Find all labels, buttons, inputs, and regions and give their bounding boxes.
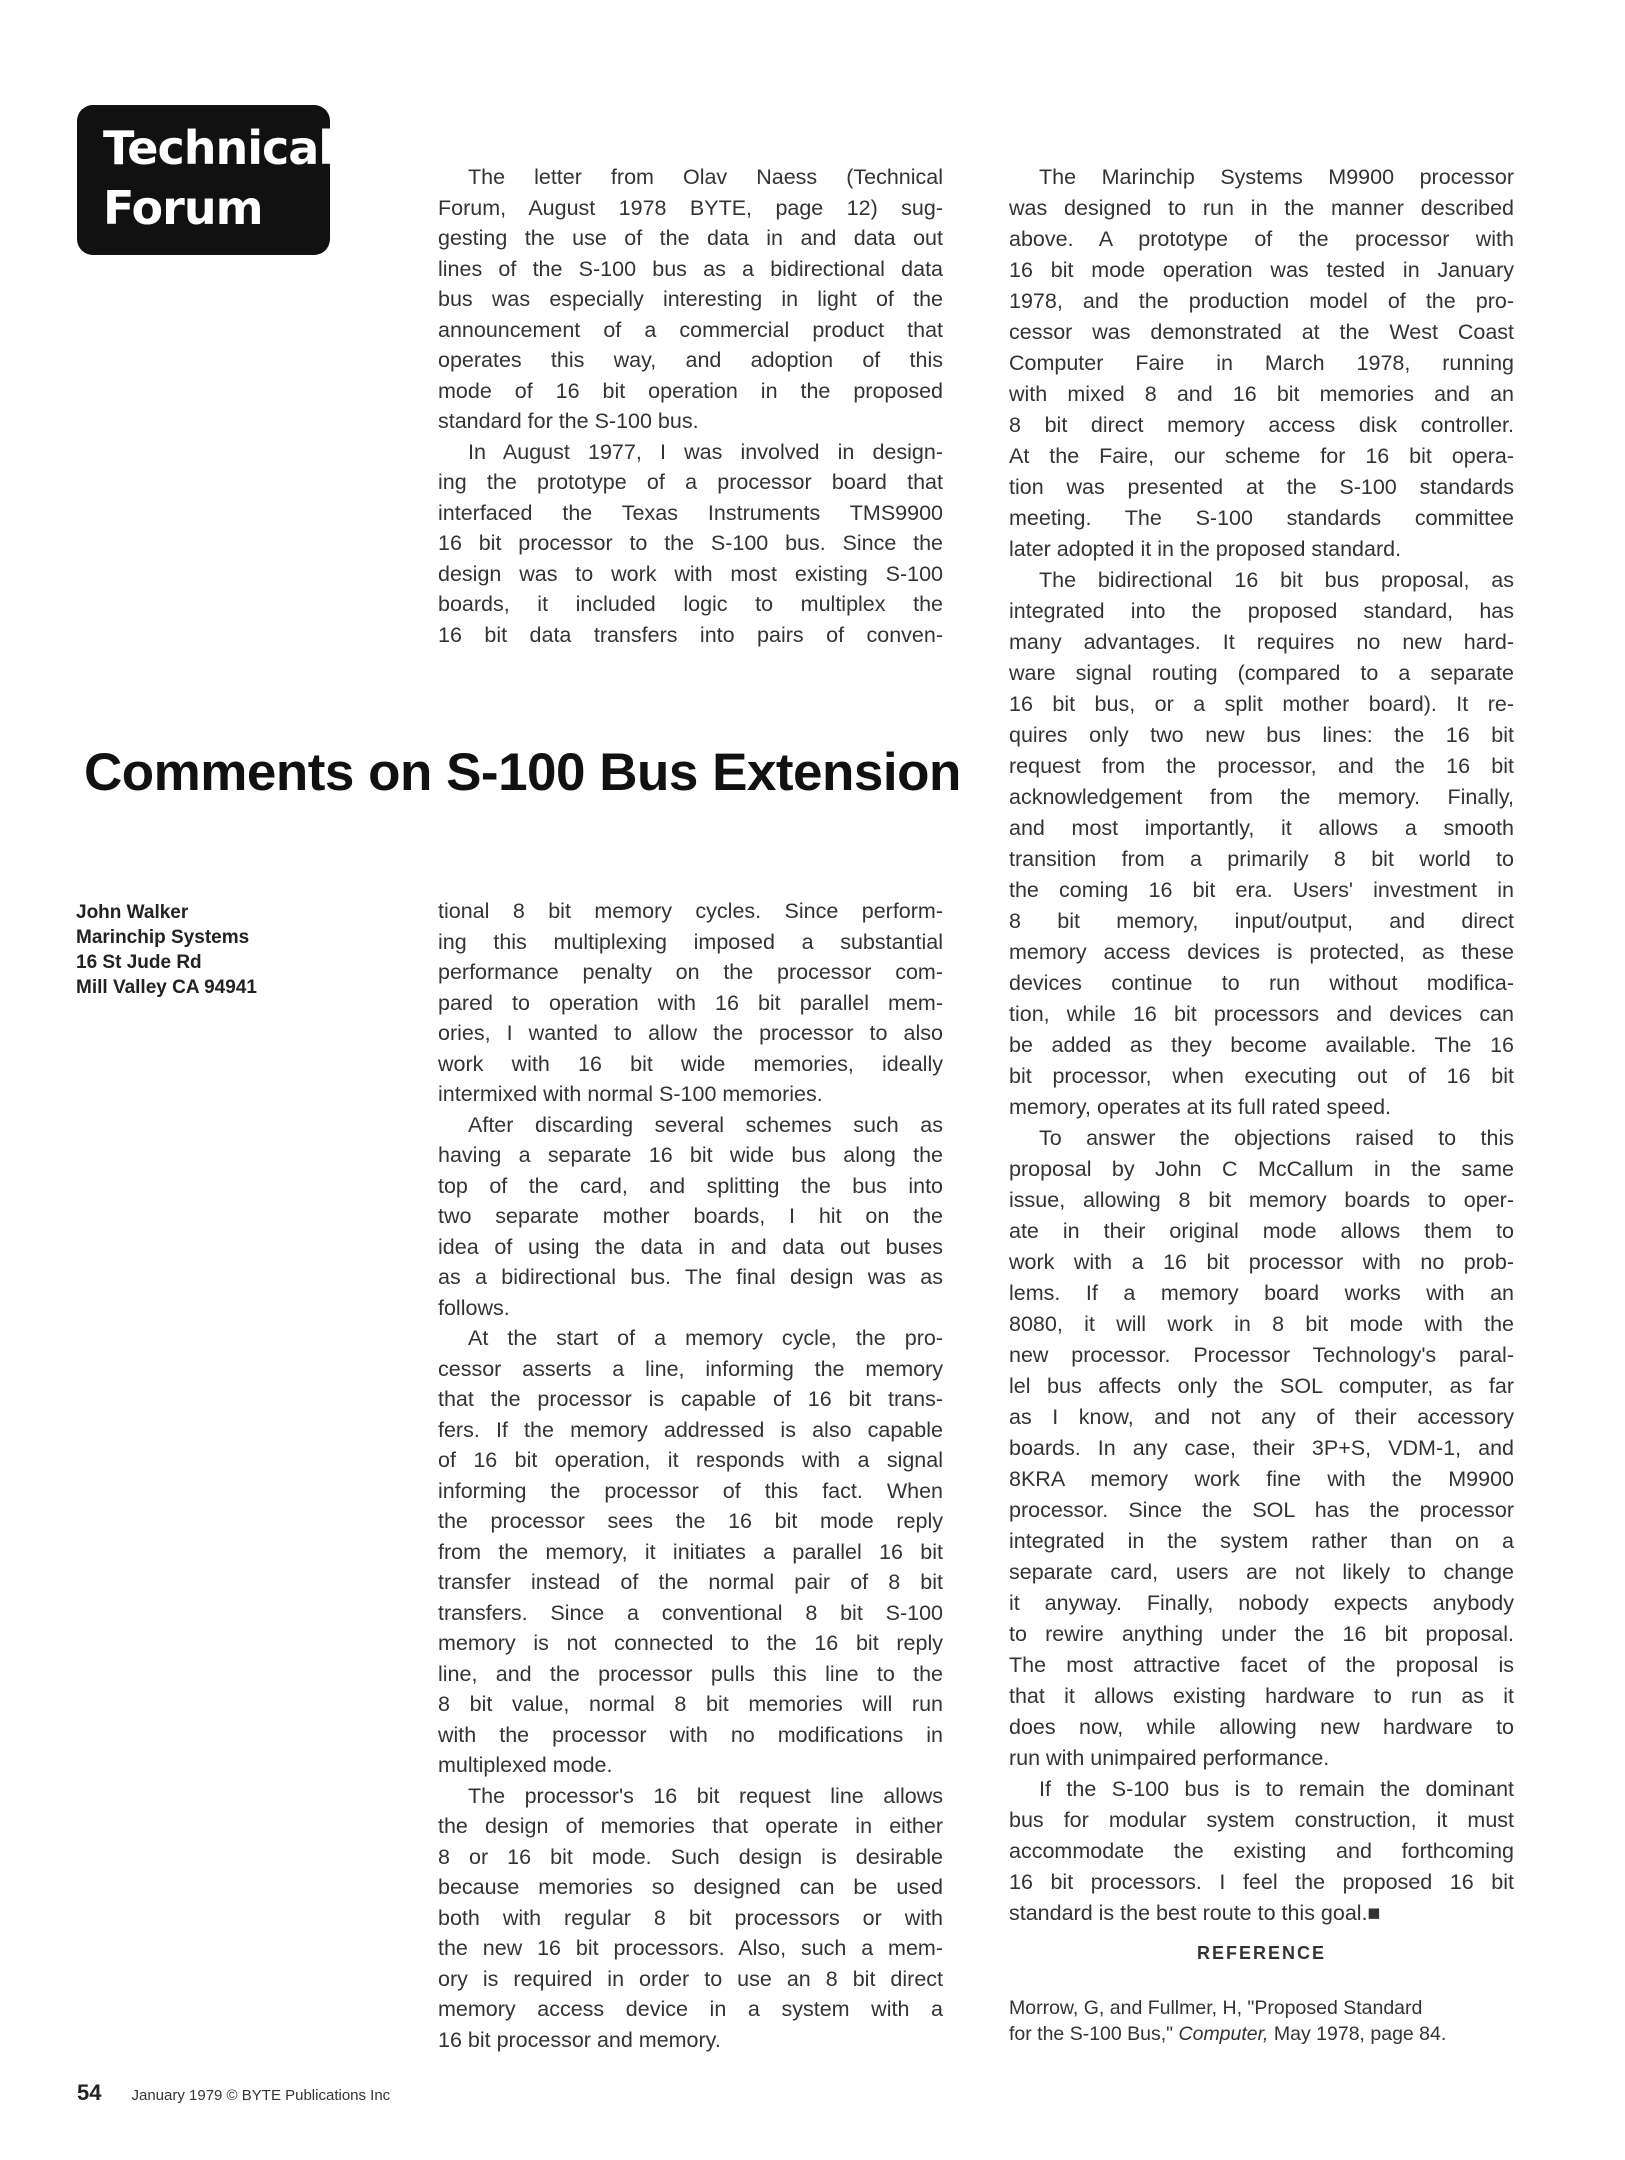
text-line: devices continue to run without modifica- — [1009, 971, 1514, 995]
text-line: boards, it included logic to multiplex the — [438, 592, 943, 616]
text-line: lines of the S-100 bus as a bidirectional data — [438, 256, 943, 281]
text-line: performance penalty on the processor com- — [438, 960, 943, 984]
text-line: 8 bit direct memory access disk controller. — [1009, 413, 1514, 437]
text-line: from the memory, it initiates a parallel 16 bit — [438, 1539, 943, 1564]
text-line: memory is not connected to the 16 bit reply — [438, 1631, 943, 1655]
text-line: integrated into the proposed standard, has — [1009, 599, 1514, 623]
text-line: bus was especially interesting in light of the — [438, 287, 943, 311]
column-right — [1009, 162, 1514, 1929]
text-line: 16 bit data transfers into pairs of conven- — [438, 622, 943, 647]
text-line: was designed to run in the manner described — [1009, 196, 1514, 220]
text-line: transfers. Since a conventional 8 bit S-100 — [438, 1600, 943, 1625]
text-line: ories, I wanted to allow the processor to also — [438, 1021, 943, 1045]
reference-journal: Computer, — [1178, 2023, 1269, 2045]
text-line: that the processor is capable of 16 bit trans- — [438, 1387, 943, 1411]
text-line: with the processor with no modifications in — [438, 1722, 943, 1747]
text-line: of 16 bit operation, it responds with a signal — [438, 1448, 943, 1472]
text-line: transfer instead of the normal pair of 8 bit — [438, 1570, 943, 1594]
text-line: design was to work with most existing S-100 — [438, 561, 943, 586]
text-line: The most attractive facet of the proposal is — [1009, 1653, 1514, 1677]
text-line: pared to operation with 16 bit parallel mem- — [438, 990, 943, 1015]
author-name: John Walker — [76, 902, 189, 923]
text-line: acknowledgement from the memory. Finally, — [1009, 785, 1514, 809]
text-line: 16 bit processor to the S-100 bus. Since the — [438, 531, 943, 555]
text-line: ory is required in order to use an 8 bit direct — [438, 1966, 943, 1991]
text-line: follows. — [438, 1295, 510, 1320]
text-line: to rewire anything under the 16 bit proposal. — [1009, 1622, 1514, 1646]
text-line: standard for the S-100 bus. — [438, 409, 699, 433]
text-line: as a bidirectional bus. The final design was as — [438, 1265, 943, 1289]
text-line: 8 bit value, normal 8 bit memories will run — [438, 1692, 943, 1716]
text-line: bit processor, when executing out of 16 bit — [1009, 1064, 1514, 1088]
text-line: work with 16 bit wide memories, ideally — [438, 1051, 943, 1076]
text-line: meeting. The S-100 standards committee — [1009, 506, 1514, 530]
text-line: 8 or 16 bit mode. Such design is desirable — [438, 1844, 943, 1869]
text-line: mode of 16 bit operation in the proposed — [438, 378, 943, 403]
column-top-middle — [438, 162, 943, 650]
text-line: cessor was demonstrated at the West Coast — [1009, 320, 1514, 344]
text-line: Forum, August 1978 BYTE, page 12) sug- — [438, 195, 943, 220]
text-line: idea of using the data in and data out buses — [438, 1234, 943, 1259]
text-line: two separate mother boards, I hit on the — [438, 1204, 943, 1228]
text-line: accommodate the existing and forthcoming — [1009, 1839, 1514, 1863]
text-line: 1978, and the production model of the pro- — [1009, 289, 1514, 313]
text-line: work with a 16 bit processor with no prob- — [1009, 1250, 1514, 1274]
page-footer — [77, 2080, 390, 2106]
text-line: does now, while allowing new hardware to — [1009, 1715, 1514, 1739]
reference-text: for the S-100 Bus," — [1009, 2023, 1179, 2045]
reference-text: May 1978, page 84. — [1268, 2023, 1447, 2045]
text-line: 8080, it will work in 8 bit mode with the — [1009, 1312, 1514, 1336]
text-line: informing the processor of this fact. When — [438, 1478, 943, 1503]
text-line: 8 bit memory, input/output, and direct — [1009, 909, 1514, 933]
text-line: it anyway. Finally, nobody expects anybody — [1009, 1591, 1514, 1615]
text-line: If the S-100 bus is to remain the dominant — [1039, 1777, 1514, 1801]
article-title: Comments on S-100 Bus Extension — [84, 743, 961, 802]
text-line: processor. Since the SOL has the processor — [1009, 1498, 1514, 1522]
text-line: having a separate 16 bit wide bus along the — [438, 1143, 943, 1167]
footer-credit: January 1979 © BYTE Publications Inc — [131, 2087, 391, 2104]
text-line: many advantages. It requires no new hard- — [1009, 630, 1514, 654]
text-line: After discarding several schemes such as — [468, 1112, 943, 1137]
text-line: intermixed with normal S-100 memories. — [438, 1082, 823, 1106]
text-line: top of the card, and splitting the bus into — [438, 1173, 943, 1198]
text-line: later adopted it in the proposed standard. — [1009, 537, 1402, 561]
text-line: integrated in the system rather than on a — [1009, 1529, 1514, 1553]
text-line: 16 bit bus, or a split mother board). It re- — [1009, 692, 1514, 716]
text-line: tion, while 16 bit processors and devices can — [1009, 1002, 1514, 1026]
text-line: interfaced the Texas Instruments TMS9900 — [438, 500, 943, 525]
text-line: The Marinchip Systems M9900 processor — [1039, 165, 1514, 189]
text-line: request from the processor, and the 16 bit — [1009, 754, 1514, 778]
text-line: bus for modular system construction, it must — [1009, 1808, 1514, 1832]
text-line: run with unimpaired performance. — [1009, 1746, 1330, 1770]
text-line: with mixed 8 and 16 bit memories and an — [1009, 382, 1514, 406]
text-line: ing this multiplexing imposed a substantial — [438, 929, 943, 954]
text-line: lel bus affects only the SOL computer, as far — [1009, 1374, 1514, 1398]
text-line: multiplexed mode. — [438, 1753, 613, 1777]
text-line: cessor asserts a line, informing the memory — [438, 1356, 943, 1381]
text-line: quires only two new bus lines: the 16 bit — [1009, 723, 1514, 747]
reference-line — [1009, 2021, 1514, 2047]
text-line: tional 8 bit memory cycles. Since perform- — [438, 899, 943, 923]
text-line: the design of memories that operate in either — [438, 1814, 943, 1838]
author-city: Mill Valley CA 94941 — [76, 977, 257, 998]
text-line: transition from a primarily 8 bit world to — [1009, 847, 1514, 871]
text-line: Computer Faire in March 1978, running — [1009, 351, 1514, 375]
text-line: ate in their original mode allows them to — [1009, 1219, 1514, 1243]
text-line: To answer the objections raised to this — [1039, 1126, 1514, 1150]
text-line: At the Faire, our scheme for 16 bit opera- — [1009, 444, 1514, 468]
reference-entry — [1009, 1995, 1514, 2047]
text-line: boards. In any case, their 3P+S, VDM-1, and — [1009, 1436, 1514, 1460]
technical-forum-logo — [77, 105, 334, 255]
text-line: The bidirectional 16 bit bus proposal, as — [1039, 568, 1514, 592]
text-line: memory access devices is protected, as these — [1009, 940, 1514, 964]
text-line: separate card, users are not likely to change — [1009, 1560, 1514, 1584]
text-line: that it allows existing hardware to run as it — [1009, 1684, 1514, 1708]
text-line: 16 bit processor and memory. — [438, 2027, 721, 2052]
text-line: tion was presented at the S-100 standards — [1009, 475, 1514, 499]
text-line: 8KRA memory work fine with the M9900 — [1009, 1467, 1514, 1491]
text-line: be added as they become available. The 16 — [1009, 1033, 1514, 1057]
text-line: the coming 16 bit era. Users' investment in — [1009, 878, 1514, 902]
logo-line-2: Forum — [103, 181, 263, 235]
text-line: fers. If the memory addressed is also capable — [438, 1417, 943, 1442]
text-line: the processor sees the 16 bit mode reply — [438, 1509, 943, 1533]
text-line: line, and the processor pulls this line to the — [438, 1661, 943, 1686]
text-line: memory, operates at its full rated speed. — [1009, 1095, 1392, 1119]
text-line: The processor's 16 bit request line allows — [468, 1783, 943, 1808]
text-line: as I know, and not any of their accessory — [1009, 1405, 1514, 1429]
column-bottom-middle — [438, 896, 943, 2055]
text-line: 16 bit processors. I feel the proposed 16 bit — [1009, 1870, 1514, 1894]
text-line: In August 1977, I was involved in design- — [468, 439, 943, 464]
text-line: operates this way, and adoption of this — [438, 348, 943, 372]
reference-line: Morrow, G, and Fullmer, H, "Proposed Standard — [1009, 1997, 1423, 2019]
text-line: because memories so designed can be used — [438, 1875, 943, 1899]
reference-heading: REFERENCE — [1196, 1943, 1326, 1963]
text-line: and most importantly, it allows a smooth — [1009, 816, 1514, 840]
text-line: lems. If a memory board works with an — [1009, 1281, 1514, 1305]
text-line: memory access device in a system with a — [438, 1997, 943, 2021]
text-line: proposal by John C McCallum in the same — [1009, 1157, 1514, 1181]
text-line: gesting the use of the data in and data out — [438, 226, 943, 250]
text-line: announcement of a commercial product that — [438, 317, 943, 342]
text-line: above. A prototype of the processor with — [1009, 227, 1514, 251]
text-line: ware signal routing (compared to a separate — [1009, 661, 1514, 685]
text-line: ing the prototype of a processor board that — [438, 470, 943, 494]
text-line: issue, allowing 8 bit memory boards to oper- — [1009, 1188, 1514, 1212]
text-line: new processor. Processor Technology's paral- — [1009, 1343, 1514, 1367]
text-line: At the start of a memory cycle, the pro- — [468, 1326, 943, 1350]
logo-line-1: Technical — [103, 121, 334, 175]
page-number: 54 — [77, 2080, 102, 2105]
author-street: 16 St Jude Rd — [76, 952, 202, 973]
author-block — [76, 900, 257, 1000]
text-line: the new 16 bit processors. Also, such a mem- — [438, 1936, 943, 1960]
text-line: standard is the best route to this goal.■ — [1009, 1901, 1381, 1925]
text-line: both with regular 8 bit processors or with — [438, 1905, 943, 1930]
author-company: Marinchip Systems — [76, 927, 250, 948]
text-line: The letter from Olav Naess (Technical — [468, 165, 943, 189]
text-line: 16 bit mode operation was tested in January — [1009, 258, 1514, 282]
